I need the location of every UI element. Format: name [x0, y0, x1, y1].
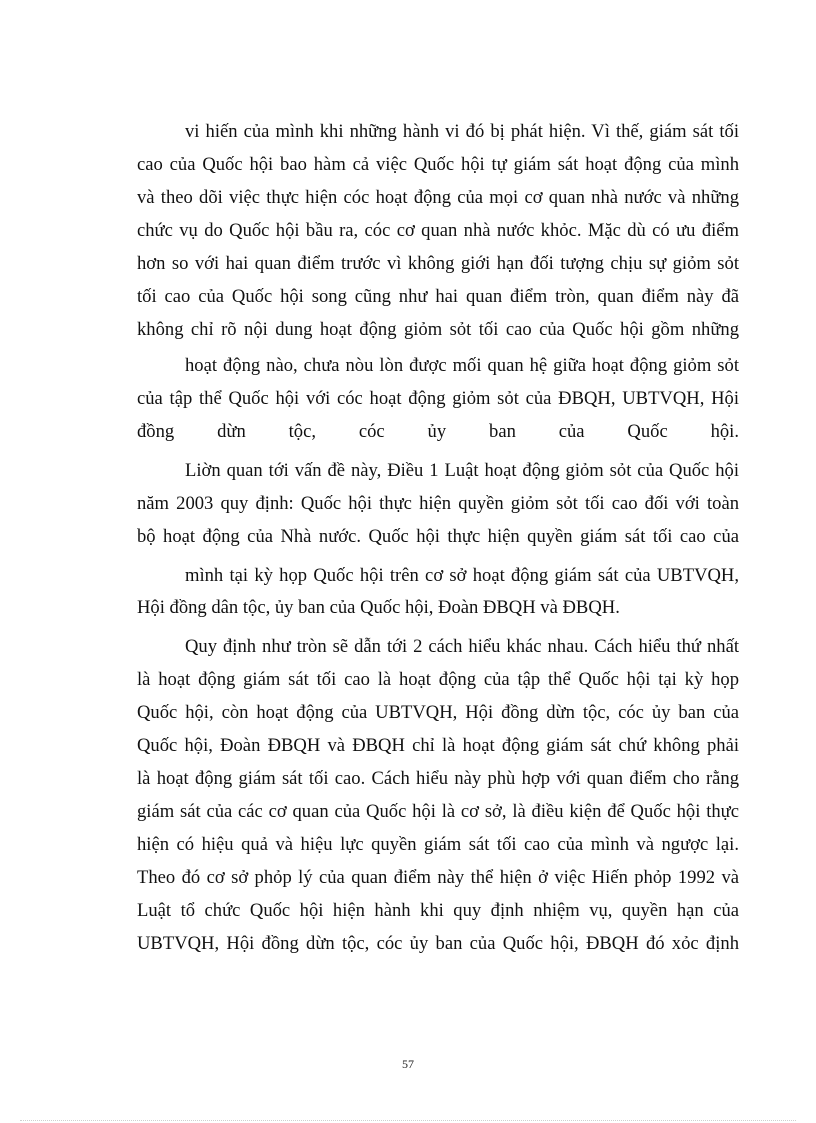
page-number: 57	[402, 1057, 414, 1071]
text-line: Hội đồng dân tộc, ủy ban của Quốc hội, Đoàn ĐBQH và ĐBQH.	[137, 597, 620, 618]
text-line: bộ hoạt động của Nhà nước. Quốc hội thực hiện quyền giám sát tối cao của	[137, 526, 739, 547]
text-line: giám sát của các cơ quan của Quốc hội là cơ sở, là điều kiện để Quốc hội thực	[137, 801, 739, 822]
text-line: Liờn quan tới vấn đề này, Điều 1 Luật hoạt động giỏm sỏt của Quốc hội	[185, 460, 739, 481]
text-line: Quy định như tròn sẽ dẫn tới 2 cách hiểu khác nhau. Cách hiểu thứ nhất	[185, 636, 739, 657]
text-line: hiện có hiệu quả và hiệu lực quyền giám sát tối cao của mình và ngược lại.	[137, 834, 739, 855]
text-line: mình tại kỳ họp Quốc hội trên cơ sở hoạt động giám sát của UBTVQH,	[185, 565, 739, 586]
text-line: đồng dừn tộc, cóc ủy ban của Quốc hội.	[137, 421, 739, 442]
text-line: Theo đó cơ sở phỏp lý của quan điểm này thể hiện ở việc Hiến phỏp 1992 và	[137, 867, 739, 888]
text-line: Quốc hội, còn hoạt động của UBTVQH, Hội đồng dừn tộc, cóc ủy ban của	[137, 702, 739, 723]
text-line: hoạt động nào, chưa nòu lòn được mối quan hệ giữa hoạt động giỏm sỏt	[185, 355, 739, 376]
text-line: tối cao của Quốc hội song cũng như hai quan điểm tròn, quan điểm này đã	[137, 286, 739, 307]
text-line: hơn so với hai quan điểm trước vì không giới hạn đối tượng chịu sự giỏm sỏt	[137, 253, 739, 274]
text-line: là hoạt động giám sát tối cao. Cách hiểu này phù hợp với quan điểm cho rằng	[137, 768, 739, 789]
text-line: năm 2003 quy định: Quốc hội thực hiện quyền giỏm sỏt tối cao đối với toàn	[137, 493, 739, 514]
bottom-divider	[20, 1120, 796, 1121]
text-line: cao của Quốc hội bao hàm cả việc Quốc hội tự giám sát hoạt động của mình	[137, 154, 739, 175]
text-line: của tập thể Quốc hội với cóc hoạt động giỏm sỏt của ĐBQH, UBTVQH, Hội	[137, 388, 739, 409]
text-line: chức vụ do Quốc hội bầu ra, cóc cơ quan nhà nước khỏc. Mặc dù có ưu điểm	[137, 220, 739, 241]
text-line: và theo dõi việc thực hiện cóc hoạt động của mọi cơ quan nhà nước và những	[137, 187, 739, 208]
text-line: không chỉ rõ nội dung hoạt động giỏm sỏt tối cao của Quốc hội gồm những	[137, 319, 739, 340]
text-line: Quốc hội, Đoàn ĐBQH và ĐBQH chỉ là hoạt động giám sát chứ không phải	[137, 735, 739, 756]
text-line: vi hiến của mình khi những hành vi đó bị phát hiện. Vì thế, giám sát tối	[185, 121, 739, 142]
text-line: Luật tổ chức Quốc hội hiện hành khi quy định nhiệm vụ, quyền hạn của	[137, 900, 739, 921]
text-line: UBTVQH, Hội đồng dừn tộc, cóc ủy ban của Quốc hội, ĐBQH đó xỏc định	[137, 933, 739, 954]
text-line: là hoạt động giám sát tối cao là hoạt động của tập thể Quốc hội tại kỳ họp	[137, 669, 739, 690]
